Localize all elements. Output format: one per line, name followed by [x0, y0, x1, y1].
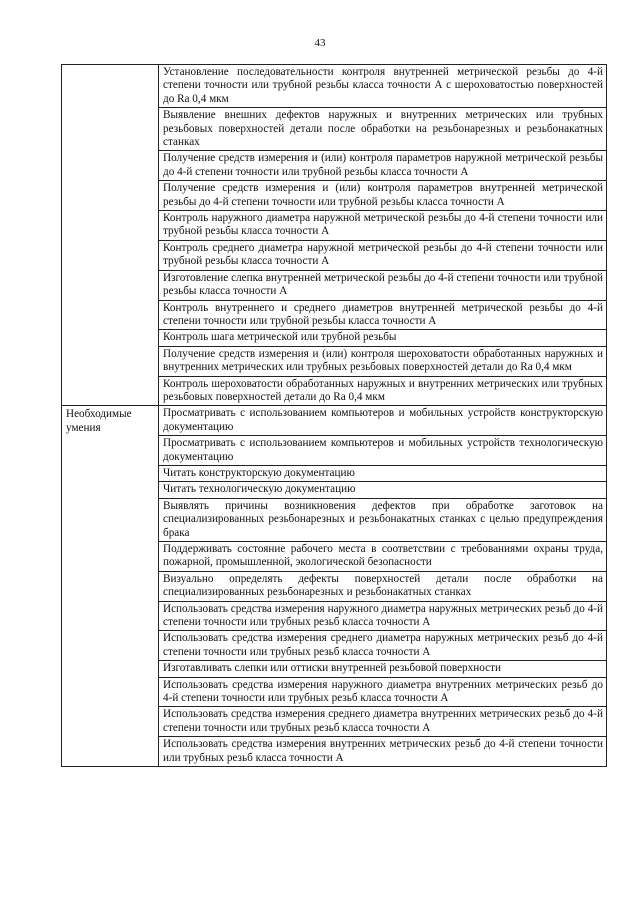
- requirements-table: [61, 64, 607, 767]
- table-cell: Получение средств измерения и (или) контроля параметров наружной метрической резьбы до 4-й степени точности или трубной резьбы класса точности А: [159, 151, 607, 181]
- table-cell: Контроль внутреннего и среднего диаметров внутренней метрической резьбы до 4-й степени точности или трубной резьбы класса точности А: [159, 300, 607, 330]
- table-cell: Контроль среднего диаметра наружной метрической резьбы до 4-й степени точности или трубной резьбы класса точности А: [159, 240, 607, 270]
- table-cell: Выявлять причины возникновения дефектов при обработке заготовок на специализированных резьбонарезных и резьбонакатных станках с целью предупреждения брака: [159, 498, 607, 541]
- table-cell: Использовать средства измерения внутренних метрических резьб до 4-й степени точности или трубных резьб класса точности А: [159, 737, 607, 767]
- table-cell: Использовать средства измерения наружного диаметра наружных метрических резьб до 4-й степени точности или трубных резьб класса точности А: [159, 601, 607, 631]
- table-cell: Изготавливать слепки или оттиски внутренней резьбовой поверхности: [159, 661, 607, 677]
- table-cell: Визуально определять дефекты поверхностей детали после обработки на специализированных резьбонарезных и резьбонакатных станках: [159, 571, 607, 601]
- table-cell: Изготовление слепка внутренней метрической резьбы до 4-й степени точности или трубной резьбы класса точности А: [159, 270, 607, 300]
- table-cell: Просматривать с использованием компьютеров и мобильных устройств технологическую документацию: [159, 436, 607, 466]
- table-cell: Поддерживать состояние рабочего места в соответствии с требованиями охраны труда, пожарной, промышленной, экологической безопасности: [159, 542, 607, 572]
- table-cell: Использовать средства измерения среднего диаметра наружных метрических резьб до 4-й степени точности или трубных резьб класса точности А: [159, 631, 607, 661]
- table-cell: Просматривать с использованием компьютеров и мобильных устройств конструкторскую документацию: [159, 406, 607, 436]
- table-cell: Использовать средства измерения среднего диаметра внутренних метрических резьб до 4-й степени точности или трубных резьб класса точности А: [159, 707, 607, 737]
- table-cell: Читать конструкторскую документацию: [159, 465, 607, 481]
- table-cell: Контроль наружного диаметра наружной метрической резьбы до 4-й степени точности или трубной резьбы класса точности А: [159, 211, 607, 241]
- table-row: [62, 406, 607, 436]
- category-cell: [62, 65, 159, 406]
- table-cell: Выявление внешних дефектов наружных и внутренних метрических или трубных резьбовых поверхностей детали после обработки на резьбонарезных и резьбонакатных станках: [159, 108, 607, 151]
- table-cell: Получение средств измерения и (или) контроля параметров внутренней метрической резьбы до 4-й степени точности или трубной резьбы класса точности А: [159, 181, 607, 211]
- table-cell: Контроль шероховатости обработанных наружных и внутренних метрических или трубных резьбовых поверхностей детали до Ra 0,4 мкм: [159, 376, 607, 406]
- table-cell: Установление последовательности контроля внутренней метрической резьбы до 4-й степени точности или трубной резьбы класса точности А с шероховатостью поверхностей до Ra 0,4 мкм: [159, 65, 607, 108]
- table-cell: Читать технологическую документацию: [159, 482, 607, 498]
- page-number: 43: [314, 37, 326, 49]
- table-row: [62, 65, 607, 108]
- table-cell: Получение средств измерения и (или) контроля шероховатости обработанных наружных и внутренних метрических или трубных резьбовых поверхностей детали до Ra 0,4 мкм: [159, 346, 607, 376]
- table-cell: Использовать средства измерения наружного диаметра внутренних метрических резьб до 4-й степени точности или трубных резьб класса точности А: [159, 677, 607, 707]
- table-cell: Контроль шага метрической или трубной резьбы: [159, 330, 607, 346]
- category-cell-skills: Необходимые умения: [62, 406, 159, 767]
